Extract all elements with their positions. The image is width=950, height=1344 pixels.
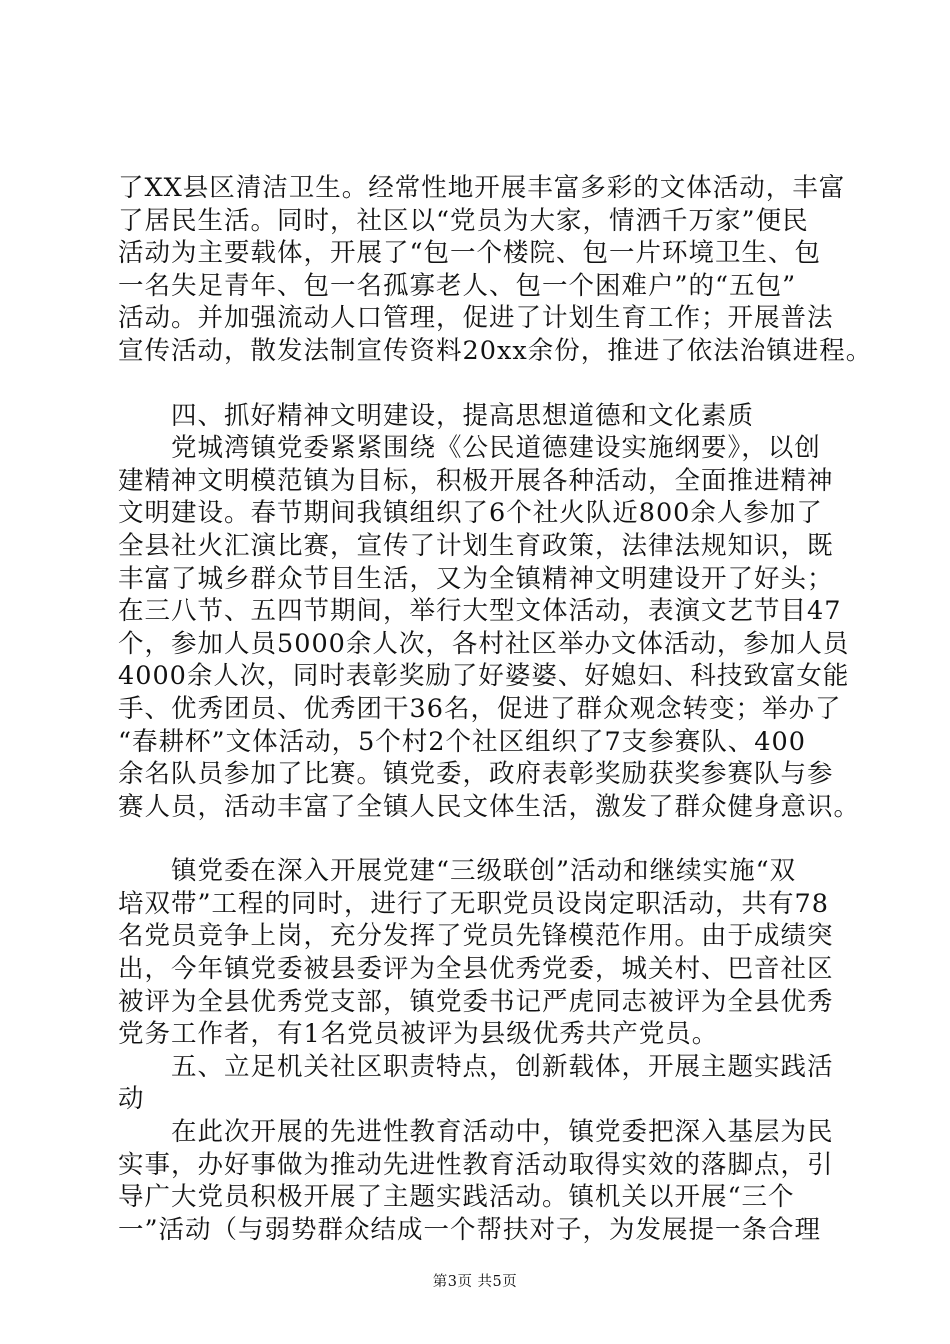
text-line: 党城湾镇党委紧紧围绕《公民道德建设实施纲要》，以创 <box>118 433 821 464</box>
text-line: 了居民生活。同时，社区以“党员为大家，情洒千万家”便民 <box>118 205 809 236</box>
paragraph-2 <box>118 400 861 824</box>
text-line: 导广大党员积极开展了主题实践活动。镇机关以开展“三个 <box>118 1182 795 1213</box>
text-line: 赛人员，活动丰富了全镇人民文体生活，激发了群众健身意识。 <box>118 791 861 822</box>
text-line: 活动。并加强流动人口管理，促进了计划生育工作；开展普法 <box>118 303 834 334</box>
text-line: 全县社火汇演比赛，宣传了计划生育政策，法律法规知识，既 <box>118 530 834 561</box>
text-line: 4000余人次，同时表彰奖励了好婆婆、好媳妇、科技致富女能 <box>118 661 850 692</box>
paragraph-gap <box>118 368 842 400</box>
text-line: 党务工作者，有1名党员被评为县级优秀共产党员。 <box>118 1019 719 1050</box>
document-body <box>118 172 873 1246</box>
section-heading: 动 <box>118 1084 145 1115</box>
text-line: 培双带”工程的同时，进行了无职党员设岗定职活动，共有78 <box>118 888 829 919</box>
text-line: 名党员竞争上岗，充分发挥了党员先锋模范作用。由于成绩突 <box>118 921 834 952</box>
text-line: 一”活动（与弱势群众结成一个帮扶对子，为发展提一条合理 <box>118 1214 822 1245</box>
section-heading: 五、立足机关社区职责特点，创新载体，开展主题实践活 <box>118 1051 834 1082</box>
section-heading: 四、抓好精神文明建设，提高思想道德和文化素质 <box>118 400 755 431</box>
text-line: 丰富了城乡群众节目生活，又为全镇精神文明建设开了好头； <box>118 563 834 594</box>
text-line: 文明建设。春节期间我镇组织了6个社火队近800余人参加了 <box>118 498 823 529</box>
text-line: 在三八节、五四节期间，举行大型文体活动，表演文艺节目47 <box>118 596 842 627</box>
paragraph-1 <box>118 172 873 368</box>
paragraph-gap <box>118 823 842 855</box>
text-line: 建精神文明模范镇为目标，积极开展各种活动，全面推进精神 <box>118 465 834 496</box>
text-line: 镇党委在深入开展党建“三级联创”活动和继续实施“双 <box>118 856 797 887</box>
text-line: 被评为全县优秀党支部，镇党委书记严虎同志被评为全县优秀 <box>118 986 834 1017</box>
page-number: 第3页 共5页 <box>432 1274 518 1290</box>
page-footer <box>0 1270 950 1291</box>
text-line: 实事，办好事做为推动先进性教育活动取得实效的落脚点，引 <box>118 1149 834 1180</box>
text-line: 宣传活动，散发法制宣传资料20xx余份，推进了依法治镇进程。 <box>118 335 873 366</box>
text-line: 出，今年镇党委被县委评为全县优秀党委，城关村、巴音社区 <box>118 954 834 985</box>
text-line: 余名队员参加了比赛。镇党委，政府表彰奖励获奖参赛队与参 <box>118 759 834 790</box>
text-line: 个，参加人员5000余人次，各村社区举办文体活动，参加人员 <box>118 628 850 659</box>
text-line: 了XX县区清洁卫生。经常性地开展丰富多彩的文体活动，丰富 <box>118 173 846 203</box>
text-line: “春耕杯”文体活动，5个村2个社区组织了7支参赛队、400 <box>118 726 806 757</box>
text-line: 一名失足青年、包一名孤寡老人、包一个困难户”的“五包” <box>118 270 797 301</box>
text-line: 在此次开展的先进性教育活动中，镇党委把深入基层为民 <box>118 1117 834 1148</box>
paragraph-3 <box>118 855 842 1246</box>
text-line: 手、优秀团员、优秀团干36名，促进了群众观念转变；举办了 <box>118 693 842 724</box>
text-line: 活动为主要载体，开展了“包一个楼院、包一片环境卫生、包 <box>118 238 822 269</box>
